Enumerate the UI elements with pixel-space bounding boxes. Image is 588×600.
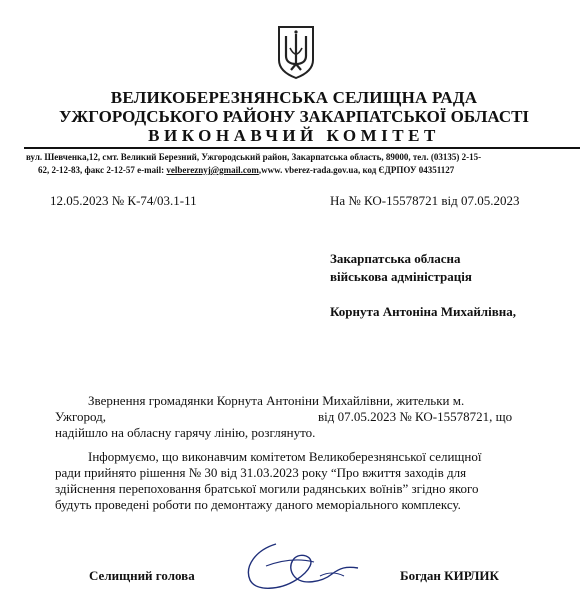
signer-position: Селищний голова <box>89 568 195 583</box>
handwritten-signature <box>236 536 366 596</box>
outgoing-reference: 12.05.2023 № К-74/03.1-11 <box>50 193 197 208</box>
body-line: Інформуємо, що виконавчим комітетом Великоберезнянської селищної <box>88 449 482 464</box>
incoming-reference: На № КО-15578721 від 07.05.2023 <box>330 193 520 208</box>
body-line: від 07.05.2023 № КО-15578721, що <box>318 409 513 424</box>
address-line-2 <box>26 164 586 177</box>
email-link[interactable]: velbereznyj@gmail.com <box>166 165 259 175</box>
address-line-2-end: ,www. vberez-rada.gov.ua, код ЄДРПОУ 04351127 <box>258 165 455 175</box>
committee-name: ВИКОНАВЧИЙ КОМІТЕТ <box>148 126 440 145</box>
organization-name: ВЕЛИКОБЕРЕЗНЯНСЬКА СЕЛИЩНА РАДА <box>110 88 478 107</box>
address-line-1: вул. Шевченка,12, смт. Великий Березний, Ужгородський район, Закарпатська область, 89000, тел. (03135) 2-15- <box>26 152 482 162</box>
recipient-line-2: військова адміністрація <box>330 269 472 284</box>
body-line: ради прийнято рішення № 30 від 31.03.2023 року “Про вжиття заходів для <box>55 465 467 480</box>
body-line: будуть проведені роботи по демонтажу даного меморіального комплексу. <box>55 497 461 512</box>
address-block <box>26 151 586 177</box>
district-name: УЖГОРОДСЬКОГО РАЙОНУ ЗАКАРПАТСЬКОЇ ОБЛАСТІ <box>58 107 530 126</box>
body-line: здійснення перепоховання братської могили радянських воїнів” згідно якого <box>55 481 479 496</box>
body-line: Ужгород, <box>55 409 107 424</box>
recipient-line-1: Закарпатська обласна <box>330 251 461 266</box>
signer-name: Богдан КИРЛИК <box>400 568 499 583</box>
coat-of-arms-icon <box>276 24 316 80</box>
address-line-2-start: 62, 2-12-83, факс 2-12-57 e-mail: <box>38 165 167 175</box>
recipient-block <box>330 250 472 286</box>
addressee-name: Корнута Антоніна Михайлівна, <box>330 304 516 319</box>
header-divider <box>24 147 580 149</box>
body-line: надійшло на обласну гарячу лінію, розглянуто. <box>55 425 316 440</box>
body-line: Звернення громадянки Корнута Антоніни Михайлівни, жительки м. <box>88 393 465 408</box>
